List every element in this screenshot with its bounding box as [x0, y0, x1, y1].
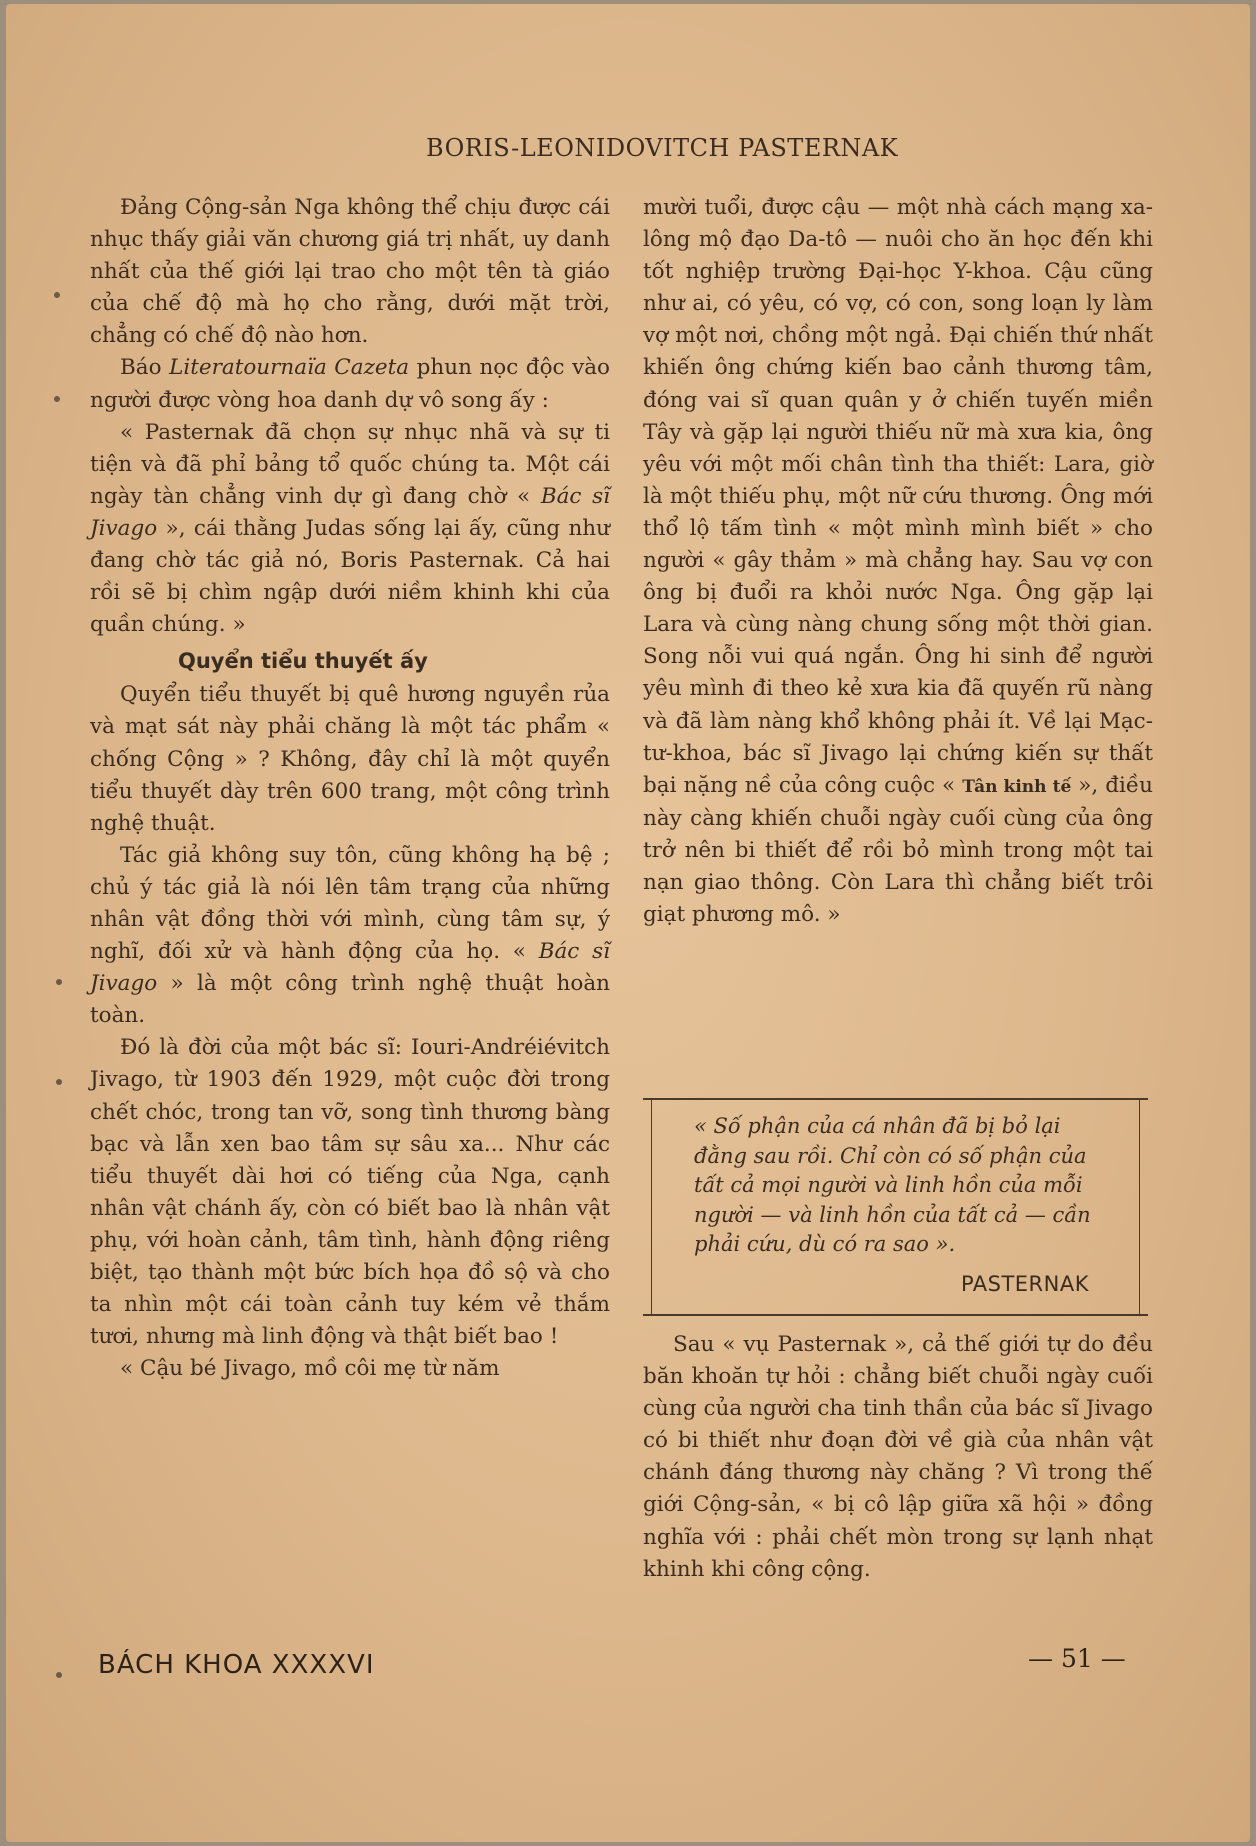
paragraph-3: [90, 417, 610, 642]
magazine-page: [6, 4, 1250, 1842]
section-subheading: Quyển tiểu thuyết ấy: [178, 649, 428, 674]
binding-hole-mark: [56, 1672, 62, 1678]
binding-hole-mark: [56, 979, 62, 985]
quote-box: [643, 1098, 1148, 1316]
paragraph-1: Đảng Cộng-sản Nga không thể chịu được cái nhục thấy giải văn chương giá trị nhất, uy danh nhất của thế giới lại trao cho một tên tà giáo của chế độ mà họ cho rằng, dưới mặt trời, chẳng có chế độ nào hơn.: [90, 195, 610, 349]
paragraph-5-pre: Tác giả không suy tôn, cũng không hạ bệ ; chủ ý tác giả là nói lên tâm trạng của những nhân vật đồng thời với mình, cùng tâm sự, ý nghĩ, đối xử và hành động của họ. «: [90, 842, 610, 965]
binding-hole-mark: [56, 1079, 62, 1085]
paragraph-continued: [643, 192, 1153, 931]
magazine-footer: BÁCH KHOA XXXXVI: [98, 1650, 375, 1680]
binding-hole-mark: [54, 396, 60, 402]
paragraph-continued-pre: mười tuổi, được cậu — một nhà cách mạng xa-lông mộ đạo Da-tô — nuôi cho ăn học đến khi tốt nghiệp trường Đại-học Y-khoa. Cậu cũng như ai, có yêu, có vợ, có con, song loạn ly làm vợ một nơi, chồng một ngả. Đại chiến thứ nhất khiến ông chứng kiến bao cảnh thương tâm, đóng vai sĩ quan quân y ở chiến tuyến miền Tây và gặp lại người thiếu nữ mà xưa kia, ông yêu với một mối chân tình tha thiết: Lara, giờ là một thiếu phụ, một nữ cứu thương. Ông mới thổ lộ tấm tình « một mình mình biết » cho người « gây thảm » mà chẳng hay. Sau vợ con ông bị đuổi ra khỏi nước Nga. Ông gặp lại Lara và cùng nàng chung sống một thời gian. Song nỗi vui quá ngắn. Ông hi sinh để người yêu mình đi theo kẻ xưa kia đã quyến rũ nàng và đã làm nàng khổ không phải ít. Về lại Mạc-tư-khoa, bác sĩ Jivago lại chứng kiến sự thất bại nặng nề của công cuộc «: [643, 195, 1153, 798]
paragraph-3-post: », cái thằng Judas sống lại ấy, cũng như đang chờ tác giả nó, Boris Pasternak. Cả hai rồi sẽ bị chìm ngập dưới niềm khinh khi của quần chúng. »: [90, 515, 610, 638]
running-header: BORIS-LEONIDOVITCH PASTERNAK: [426, 134, 899, 162]
paragraph-4: Quyển tiểu thuyết bị quê hương nguyền rủa và mạt sát này phải chăng là một tác phẩm « chống Cộng » ? Không, đây chỉ là một quyển tiểu thuyết dày trên 600 trang, một công trình nghệ thuật.: [90, 682, 610, 836]
pull-quote: « Số phận của cá nhân đã bị bỏ lại đằng sau rồi. Chỉ còn có số phận của tất cả mọi người và linh hồn của mỗi người — và linh hồn của tất cả — cần phải cứu, dù có ra sao ».: [694, 1114, 1091, 1256]
quote-author: PASTERNAK: [960, 1272, 1089, 1296]
left-column: [90, 192, 610, 1385]
policy-name: Tân kinh tế: [962, 776, 1072, 797]
paragraph-5: [90, 840, 610, 1033]
right-column-lower: [643, 1329, 1153, 1586]
paragraph-2-post: phun nọc độc vào người được vòng hoa danh dự vô song ấy :: [90, 355, 610, 413]
page-number: — 51 —: [1028, 1644, 1126, 1673]
paragraph-2-pre: Báo: [120, 355, 170, 381]
paragraph-6: Đó là đời của một bác sĩ: Iouri-Andréiévitch Jivago, từ 1903 đến 1929, một cuộc đời trong chết chóc, trong tan vỡ, song tình thương bàng bạc và lẫn xen bao tâm sự sâu xa... Như các tiểu thuyết dài hơi có tiếng của Nga, cạnh nhân vật chánh ấy, còn có biết bao là nhân vật phụ, với hoàn cảnh, tâm tình, hành động riêng biệt, tạo thành một bức bích họa đồ sộ và cho ta nhìn một cái toàn cảnh tuy kém vẻ thắm tươi, nhưng mà linh động và thật biết bao !: [90, 1035, 610, 1350]
right-column: [643, 192, 1153, 931]
paragraph-2: [90, 352, 610, 416]
paragraph-5-post: » là một công trình nghệ thuật hoàn toàn.: [90, 971, 610, 1029]
binding-hole-mark: [54, 292, 60, 298]
quote-box-frame: [651, 1100, 1140, 1314]
newspaper-title: Literatournaïa Cazeta: [169, 355, 410, 381]
book-title: Bác sĩ Jivago: [90, 483, 610, 541]
book-title: Bác sĩ Jivago: [90, 939, 610, 997]
paragraph-7: « Cậu bé Jivago, mồ côi mẹ từ năm: [120, 1356, 500, 1382]
paragraph-continued-post: », điều này càng khiến chuỗi ngày cuối cùng của ông trở nên bi thiết để rồi bỏ mình trong một tai nạn giao thông. Còn Lara thì chẳng biết trôi giạt phương mô. »: [643, 772, 1153, 928]
paragraph-closing: Sau « vụ Pasternak », cả thế giới tự do đều băn khoăn tự hỏi : chẳng biết chuỗi ngày cuối cùng của người cha tinh thần của bác sĩ Jivago có bi thiết như đoạn đời về già của nhân vật chánh đáng thương này chăng ? Vì trong thế giới Cộng-sản, « bị cô lập giữa xã hội » đồng nghĩa với : phải chết mòn trong sự lạnh nhạt khinh khi công cộng.: [643, 1332, 1153, 1582]
paragraph-3-pre: « Pasternak đã chọn sự nhục nhã và sự ti tiện và đã phỉ bảng tổ quốc chúng ta. Một cái ngày tàn chẳng vinh dự gì đang chờ «: [90, 419, 610, 509]
